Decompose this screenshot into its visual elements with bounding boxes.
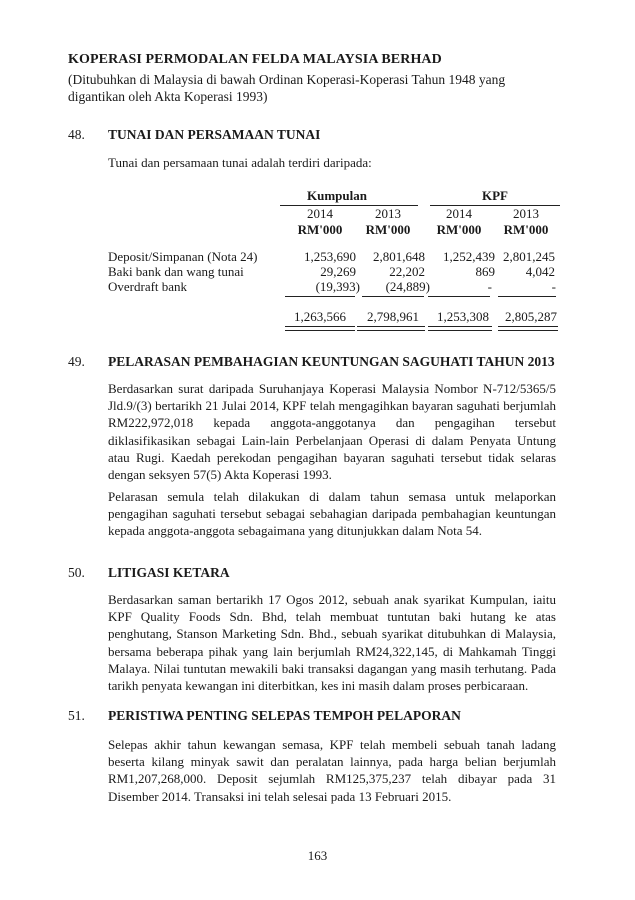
table-cell: 29,269 [320, 264, 356, 279]
subtotal-rule [428, 296, 490, 297]
note-48-number: 48. [68, 127, 85, 142]
note-50-number: 50. [68, 565, 85, 580]
note-49-number: 49. [68, 354, 85, 369]
unit-header: RM'000 [436, 222, 482, 237]
total-double-rule [357, 326, 425, 331]
note-51-paragraph: Selepas akhir tahun kewangan semasa, KPF telah membeli sebuah tanah ladang beserta kilang minyak sawit dan peralatan lainnya, pada harga belian berjumlah RM1,207,268,000. Deposit sejumlah RM125,375,237 telah dibayar pada 31 Disember 2014. Transaksi ini telah selesai pada 13 Februari 2015. [108, 737, 556, 804]
row-label: Overdraft bank [108, 279, 188, 294]
unit-header: RM'000 [503, 222, 549, 237]
table-cell: - [487, 279, 492, 294]
total-cell: 1,263,566 [294, 309, 346, 324]
row-label: Baki bank dan wang tunai [108, 264, 244, 279]
table-cell: 2,801,245 [503, 249, 555, 264]
table-cell: 2,801,648 [373, 249, 425, 264]
note-50-title: LITIGASI KETARA [108, 565, 230, 580]
total-double-rule [285, 326, 355, 331]
note-49-paragraph-1: Berdasarkan surat daripada Suruhanjaya Koperasi Malaysia Nombor N-712/5365/5 Jld.9/(3) bertarikh 21 Julai 2014, KPF telah mengagihkan bayaran saguhati berjumlah RM222,972,018 kepada anggota-anggotanya dan pengagihan tersebut diklasifikasikan sebagai Lain-lain Perbelanjaan Operasi di dalam Penyata Untung atau Rugi. Kaedah perekodan pengagihan bayaran saguhati tersebut tidak selaras dengan seksyen 57(5) Akta Koperasi 1993. [108, 381, 556, 483]
table-cell: 1,253,690 [304, 249, 356, 264]
table-cell: (24,889) [385, 279, 430, 294]
note-50-paragraph: Berdasarkan saman bertarikh 17 Ogos 2012, sebuah anak syarikat Kumpulan, iaitu KPF Quality Foods Sdn. Bhd, telah membuat tuntutan baki hutang ke atas penghutang, Stanson Marketing Sdn. Bhd., sebuah syarikat ditubuhkan di Malaysia, bersama beberapa pihak yang lain berjumlah RM24,322,145, di Mahkamah Tinggi Malaya. Nilai tuntutan mewakili baki transaksi dagangan yang masih terhutang. Pada tarikh penyata kewangan ini diterbitkan, kes ini masih dalam proses perbicaraan. [108, 592, 556, 694]
incorporation-note: (Ditubuhkan di Malaysia di bawah Ordinan Koperasi-Koperasi Tahun 1948 yang digantikan oleh Akta Koperasi 1993) [68, 72, 506, 104]
subtotal-rule [362, 296, 424, 297]
unit-header: RM'000 [297, 222, 343, 237]
total-double-rule [428, 326, 492, 331]
total-cell: 2,805,287 [505, 309, 557, 324]
total-double-rule [498, 326, 558, 331]
table-cell: - [551, 279, 556, 294]
year-header: 2013 [513, 206, 539, 221]
table-cell: 22,202 [389, 264, 425, 279]
organization-name: KOPERASI PERMODALAN FELDA MALAYSIA BERHAD [68, 52, 442, 67]
page-number: 163 [307, 848, 328, 863]
group-header-kumpulan: Kumpulan [307, 188, 367, 203]
table-cell: 1,252,439 [443, 249, 495, 264]
row-label: Deposit/Simpanan (Nota 24) [108, 249, 258, 264]
total-cell: 1,253,308 [437, 309, 489, 324]
subtotal-rule [498, 296, 556, 297]
group-header-kpf: KPF [482, 188, 508, 203]
table-cell: 869 [475, 264, 495, 279]
unit-header: RM'000 [365, 222, 411, 237]
note-49-paragraph-2: Pelarasan semula telah dilakukan di dalam tahun semasa untuk melaporkan pengagihan saguhati tersebut sebagai sebahagian daripada pembahagian keuntungan kepada anggota-anggota sebagaimana yang ditunjukkan dalam Nota 54. [108, 489, 556, 539]
note-48-intro: Tunai dan persamaan tunai adalah terdiri daripada: [108, 155, 372, 170]
year-header: 2014 [446, 206, 472, 221]
table-cell: (19,393) [315, 279, 360, 294]
note-48-title: TUNAI DAN PERSAMAAN TUNAI [108, 127, 321, 142]
table-cell: 4,042 [525, 264, 555, 279]
note-51-title: PERISTIWA PENTING SELEPAS TEMPOH PELAPORAN [108, 708, 461, 723]
year-header: 2014 [307, 206, 333, 221]
total-cell: 2,798,961 [367, 309, 419, 324]
year-header: 2013 [375, 206, 401, 221]
note-49-title: PELARASAN PEMBAHAGIAN KEUNTUNGAN SAGUHATI TAHUN 2013 [108, 354, 555, 369]
subtotal-rule [285, 296, 355, 297]
note-51-number: 51. [68, 708, 85, 723]
